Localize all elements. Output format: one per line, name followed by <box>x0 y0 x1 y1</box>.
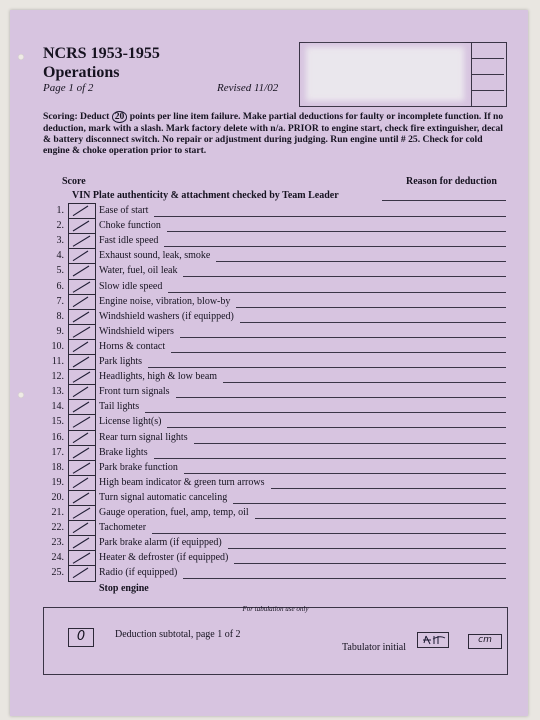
slash-mark <box>71 220 91 232</box>
item-label: Radio (if equipped) <box>99 567 178 579</box>
item-number: 19. <box>51 476 64 488</box>
reason-line[interactable] <box>223 382 506 383</box>
item-number: 16. <box>51 431 64 443</box>
item-row <box>10 520 528 535</box>
reason-line[interactable] <box>271 488 506 489</box>
slash-mark <box>71 326 91 338</box>
item-row <box>10 354 528 369</box>
item-row <box>10 445 528 460</box>
item-row <box>10 279 528 294</box>
slash-mark <box>71 537 91 549</box>
slash-mark <box>71 432 91 444</box>
reason-line[interactable] <box>176 397 506 398</box>
reason-line[interactable] <box>183 276 506 277</box>
slash-mark <box>71 265 91 277</box>
reason-line[interactable] <box>148 367 506 368</box>
item-number: 17. <box>51 446 64 458</box>
reason-line[interactable] <box>234 563 506 564</box>
reason-line[interactable] <box>228 548 506 549</box>
tabulator-initial-field[interactable] <box>417 632 449 648</box>
item-label: Water, fuel, oil leak <box>99 265 178 277</box>
item-label: Park brake alarm (if equipped) <box>99 537 222 549</box>
item-number: 4. <box>56 250 64 262</box>
item-label: Gauge operation, fuel, amp, temp, oil <box>99 507 249 518</box>
slash-mark <box>71 235 91 247</box>
subtotal-value: 0 <box>76 629 86 644</box>
tabulator-initial-scribble <box>418 633 448 647</box>
reason-line[interactable] <box>145 412 506 413</box>
item-label: License light(s) <box>99 416 162 428</box>
initials-value: cm <box>478 635 492 645</box>
binder-hole <box>18 54 24 60</box>
reason-line[interactable] <box>216 261 506 262</box>
scoring-instructions: Scoring: Deduct 20 points per line item failure. Make partial deductions for faulty or incomplete function. If no deduction, mark with a slash. Mark factory delete with n/a. PRIOR to engine start, check fire extinguisher, decal & battery disconnect switch. No repair or adjustment during judging. Run engine until # 25. Check for cold engine & choke operation prior to start. <box>43 111 504 157</box>
item-number: 20. <box>51 491 64 503</box>
score-column-header: Score <box>62 176 86 187</box>
item-row <box>10 505 528 520</box>
tabulation-box <box>43 607 508 675</box>
item-label: Park lights <box>99 356 143 367</box>
item-row <box>10 369 528 384</box>
item-label: Tachometer <box>99 522 147 534</box>
item-row <box>10 475 528 490</box>
tabulator-label: Tabulator initial <box>342 642 407 653</box>
item-number: 23. <box>51 537 64 549</box>
reason-line[interactable] <box>168 292 506 293</box>
slash-mark <box>71 416 91 428</box>
item-label: Front turn signals <box>99 386 170 398</box>
slash-mark <box>71 552 91 564</box>
item-row <box>10 565 528 580</box>
revision-date: Revised 11/02 <box>217 82 279 94</box>
item-label: Turn signal automatic canceling <box>99 491 228 503</box>
item-label: Park brake function <box>99 461 178 473</box>
reason-line[interactable] <box>236 307 506 308</box>
item-label: Ease of start <box>99 205 149 216</box>
item-number: 13. <box>51 386 64 398</box>
item-number: 12. <box>51 371 64 383</box>
item-label: Headlights, high & low beam <box>99 371 218 383</box>
reason-line[interactable] <box>233 503 506 504</box>
item-label: Fast idle speed <box>99 235 159 247</box>
item-row <box>10 535 528 550</box>
item-number: 21. <box>51 507 64 518</box>
slash-mark <box>71 522 91 534</box>
slash-mark <box>71 447 91 459</box>
item-number: 9. <box>56 325 64 337</box>
item-row <box>10 233 528 248</box>
item-number: 7. <box>56 295 64 307</box>
item-number: 25. <box>51 567 64 579</box>
item-label: Exhaust sound, leak, smoke <box>99 250 211 262</box>
reason-line[interactable] <box>255 518 506 519</box>
item-label: Rear turn signal lights <box>99 431 188 443</box>
reason-column-header: Reason for deduction <box>406 176 497 187</box>
slash-mark <box>71 311 91 323</box>
item-number: 22. <box>51 522 64 534</box>
car-id-box <box>299 42 507 107</box>
item-number: 1. <box>56 205 64 216</box>
item-label: Slow idle speed <box>99 280 163 292</box>
item-row <box>10 460 528 475</box>
slash-mark <box>71 341 91 353</box>
item-row <box>10 550 528 565</box>
slash-mark <box>71 492 91 504</box>
slash-mark <box>71 477 91 489</box>
item-label: Choke function <box>99 220 161 232</box>
reason-line[interactable] <box>167 427 506 428</box>
tabulation-note: For tabulation use only <box>242 605 309 613</box>
item-label: High beam indicator & green turn arrows <box>99 476 265 488</box>
reason-line[interactable] <box>154 216 506 217</box>
item-label: Heater & defroster (if equipped) <box>99 552 229 564</box>
page-number: Page 1 of 2 <box>43 82 94 94</box>
slash-mark <box>71 371 91 383</box>
item-row <box>10 414 528 429</box>
vin-check-line: VIN Plate authenticity & attachment checked by Team Leader <box>72 190 339 201</box>
item-number: 15. <box>51 416 64 428</box>
item-number: 6. <box>56 280 64 292</box>
subtotal-label: Deduction subtotal, page 1 of 2 <box>115 629 241 640</box>
slash-mark <box>71 205 91 217</box>
reason-line[interactable] <box>194 443 506 444</box>
item-label: Tail lights <box>99 401 140 413</box>
reason-line[interactable] <box>154 458 506 459</box>
item-number: 18. <box>51 461 64 473</box>
slash-mark <box>71 386 91 398</box>
item-row <box>10 324 528 339</box>
item-number: 10. <box>51 340 64 352</box>
deduction-points: 20 <box>112 111 128 123</box>
score-sheet-page <box>10 10 528 716</box>
item-number: 8. <box>56 310 64 322</box>
slash-mark <box>71 507 91 519</box>
item-row <box>10 430 528 445</box>
reason-line[interactable] <box>184 473 506 474</box>
page-title: NCRS 1953-1955 Operations <box>43 45 160 81</box>
slash-mark <box>71 567 91 579</box>
reason-line[interactable] <box>180 337 506 338</box>
reason-line[interactable] <box>167 231 506 232</box>
slash-mark <box>71 250 91 262</box>
item-row <box>10 384 528 399</box>
item-label: Horns & contact <box>99 340 166 352</box>
item-number: 5. <box>56 265 64 277</box>
slash-mark <box>71 296 91 308</box>
stop-engine-label: Stop engine <box>99 583 149 594</box>
item-row <box>10 218 528 233</box>
initials-field[interactable] <box>468 634 502 649</box>
subtotal-field[interactable] <box>68 628 94 647</box>
item-row <box>10 339 528 354</box>
item-row <box>10 294 528 309</box>
reason-line[interactable] <box>152 533 506 534</box>
item-number: 3. <box>56 235 64 247</box>
redacted-info <box>306 47 464 101</box>
slash-mark <box>71 401 91 413</box>
item-row <box>10 490 528 505</box>
reason-line[interactable] <box>183 578 506 579</box>
item-label: Windshield washers (if equipped) <box>99 310 234 322</box>
item-row <box>10 248 528 263</box>
item-label: Brake lights <box>99 446 148 458</box>
reason-line[interactable] <box>171 352 506 353</box>
slash-mark <box>71 281 91 293</box>
reason-line[interactable] <box>164 246 506 247</box>
item-label: Windshield wipers <box>99 325 174 337</box>
item-row <box>10 203 528 218</box>
item-row <box>10 263 528 278</box>
slash-mark <box>71 462 91 474</box>
item-number: 2. <box>56 220 64 232</box>
reason-line[interactable] <box>240 322 506 323</box>
item-row <box>10 399 528 414</box>
item-row <box>10 309 528 324</box>
item-number: 14. <box>51 401 64 413</box>
item-number: 24. <box>51 552 64 564</box>
item-label: Engine noise, vibration, blow-by <box>99 295 231 307</box>
slash-mark <box>71 356 91 368</box>
item-number: 11. <box>51 356 64 367</box>
